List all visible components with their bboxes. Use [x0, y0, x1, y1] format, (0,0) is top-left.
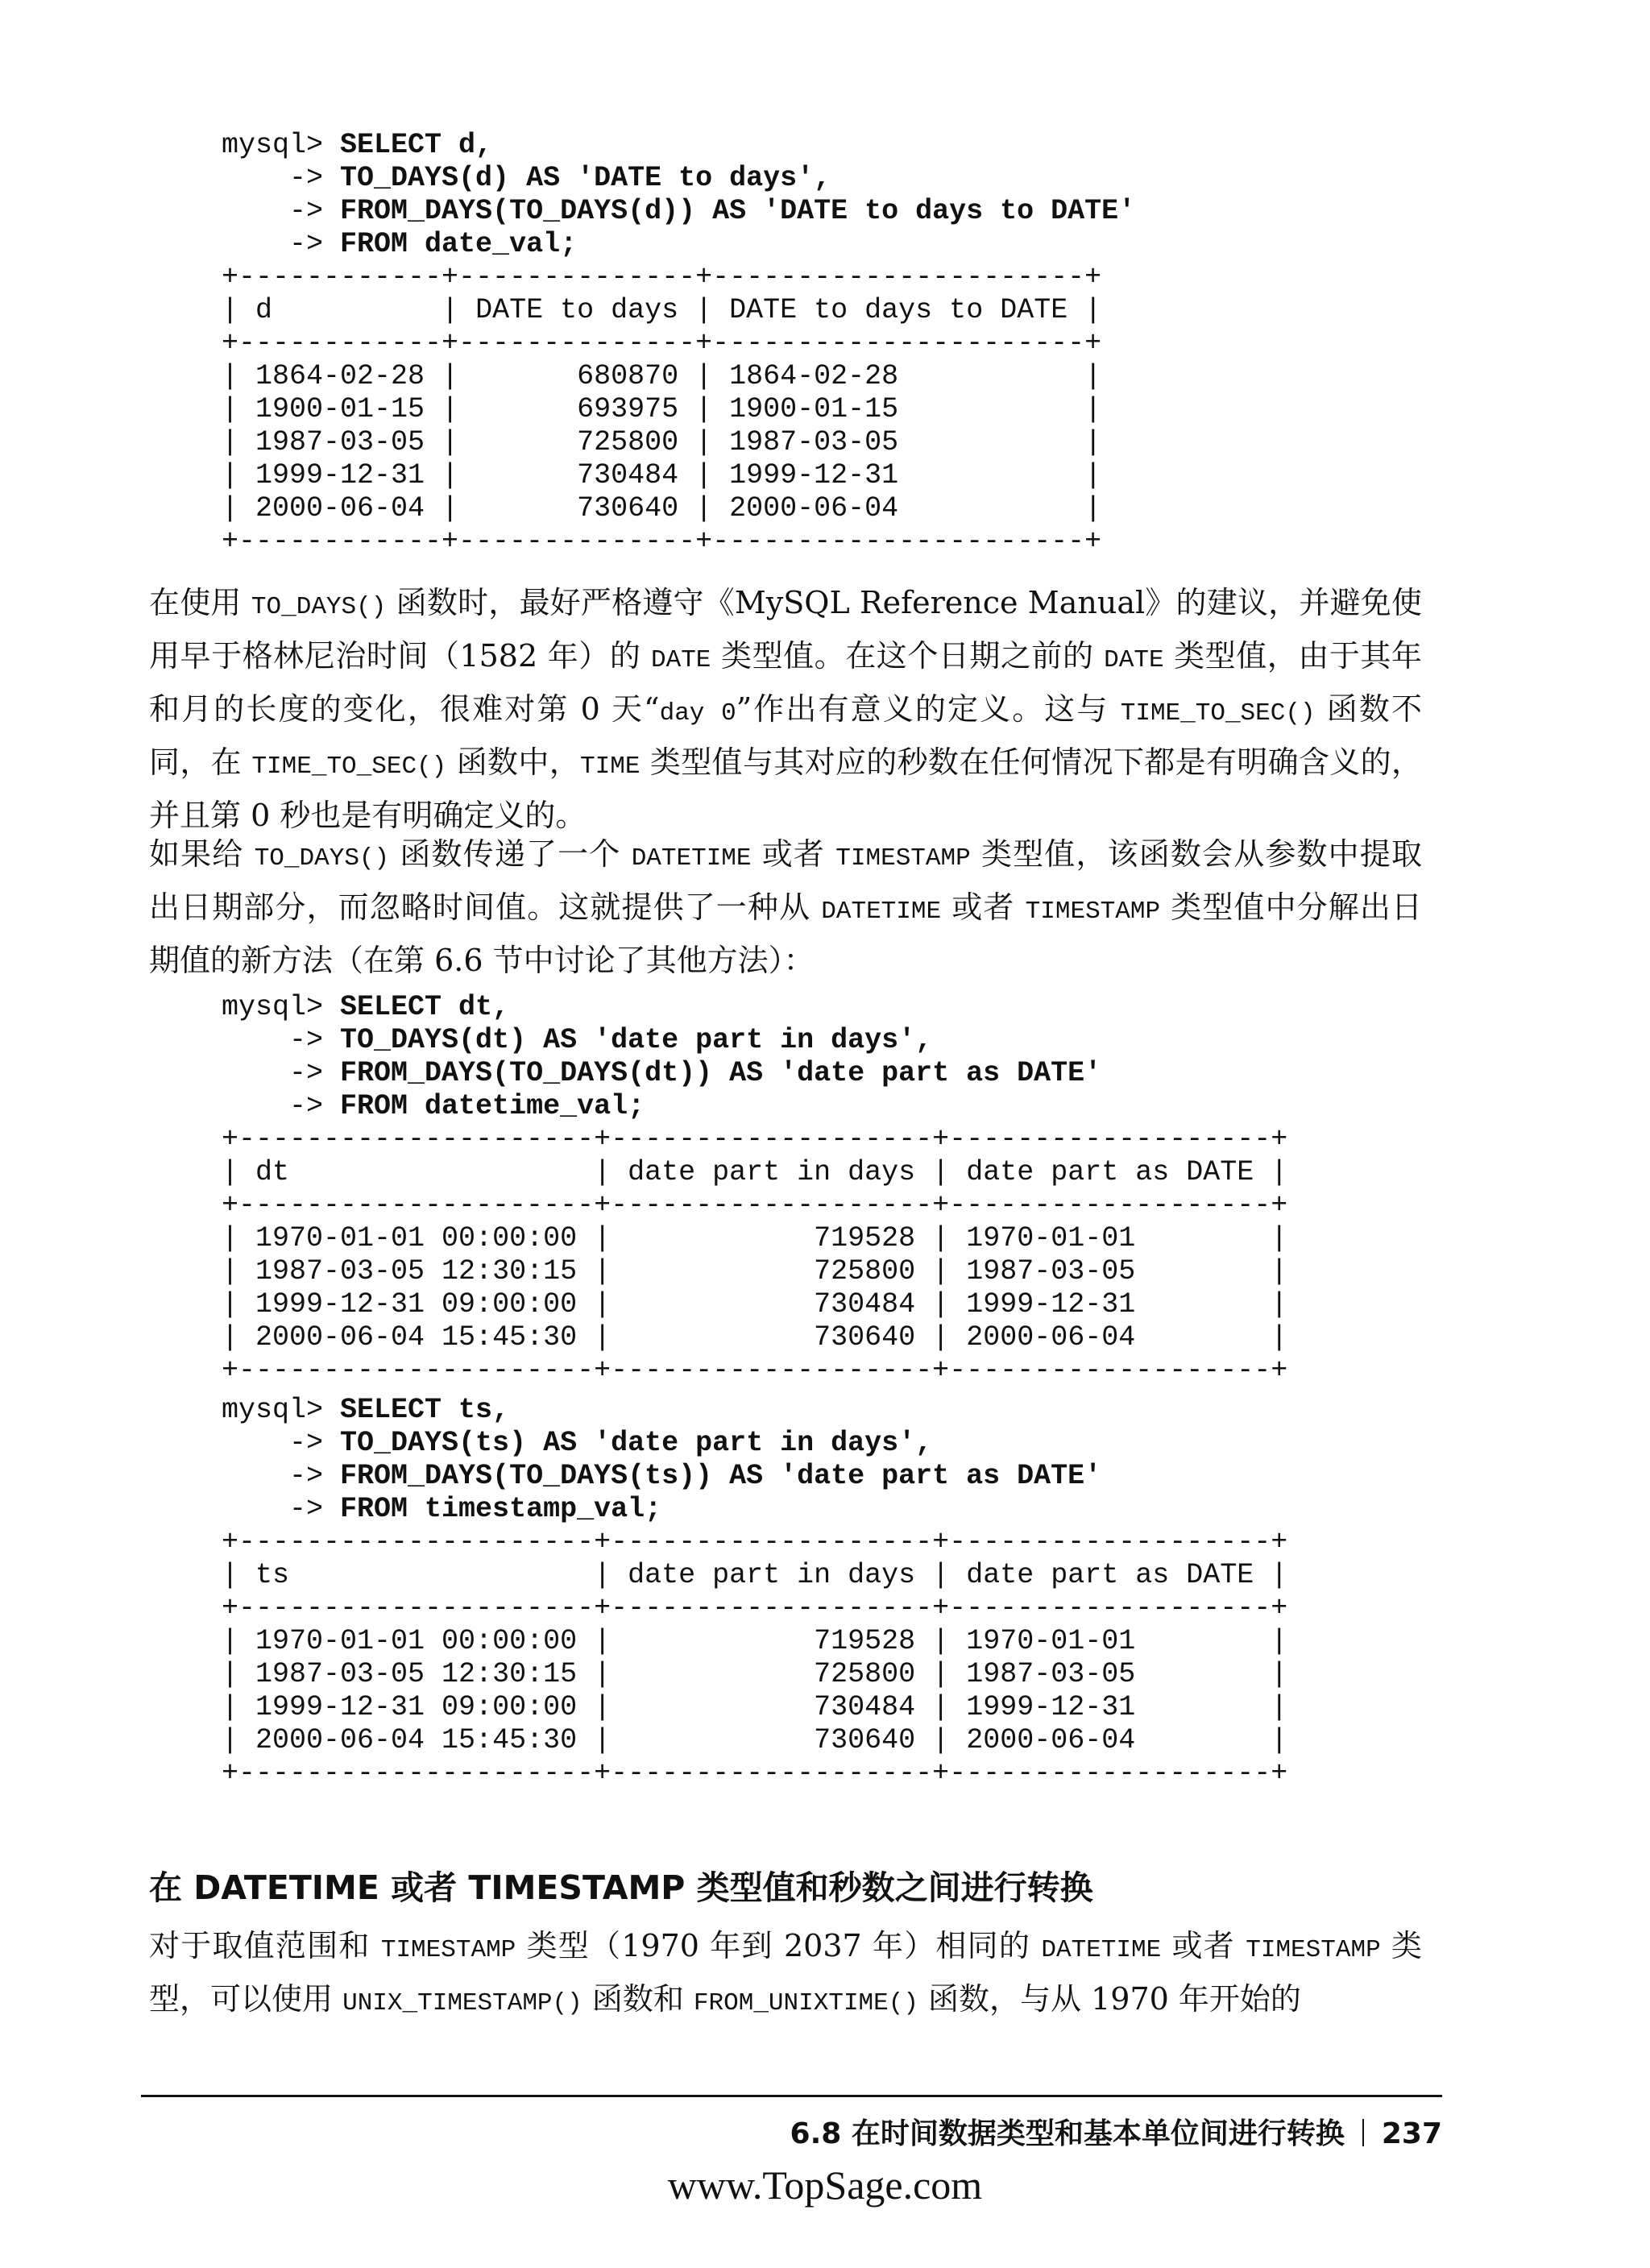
table-cell: 730484: [475, 459, 679, 491]
table-row: | 1987-03-05 | 725800 | 1987-03-05 |: [222, 426, 1102, 458]
table-row: | 2000-06-04 15:45:30 | 730640 | 2000-06-04 |: [222, 1321, 1288, 1354]
table-cell: 2000-06-04: [966, 1724, 1254, 1756]
table-header-row: | ts | date part in days | date part as DATE |: [222, 1559, 1288, 1591]
sql-block-date-val: [222, 129, 1135, 558]
query-code: TO_DAYS(dt) AS 'date part in days',: [340, 1024, 933, 1056]
query-code: FROM date_val;: [340, 228, 578, 260]
query-prompt: ->: [222, 195, 341, 227]
column-header: DATE to days to DATE: [729, 294, 1068, 326]
paragraph-unix-timestamp: [149, 1922, 1422, 2028]
table-cell: 1999-12-31 09:00:00: [255, 1691, 578, 1723]
inline-code: TO_DAYS(): [254, 844, 390, 873]
table-row: | 1900-01-15 | 693975 | 1900-01-15 |: [222, 393, 1102, 425]
table-border: +---------------------+-------------------+-------------------+: [222, 1757, 1288, 1789]
sql-block-datetime-val: [222, 991, 1287, 1387]
text-run: 类型值，由于其年和月的长度的变化，很难对第 0 天“: [149, 638, 1422, 727]
table-cell: 1999-12-31 09:00:00: [255, 1288, 578, 1321]
text-run: 函数不同，在: [149, 691, 1423, 780]
query-line: [222, 195, 1135, 227]
text-run: 类型值中分解出日期值的新方法（在第 6.6 节中讨论了其他方法）：: [149, 889, 1422, 978]
table-row: | 1999-12-31 | 730484 | 1999-12-31 |: [222, 459, 1102, 491]
table-border: +------------+--------------+----------------------+: [222, 327, 1102, 359]
column-header: d: [255, 294, 425, 326]
inline-code: FROM_UNIXTIME(): [693, 1989, 918, 2017]
text-run: 函数和: [582, 1981, 694, 2017]
table-cell: 725800: [475, 426, 679, 458]
query-code: FROM_DAYS(TO_DAYS(dt)) AS 'date part as DATE': [340, 1057, 1102, 1089]
table-cell: 2000-06-04 15:45:30: [255, 1321, 578, 1354]
text-run: 函数中，: [446, 744, 581, 780]
inline-code: DATETIME: [821, 898, 942, 926]
inline-code: TIMESTAMP: [835, 844, 971, 873]
text-run: 类型值，该函数会从参数中提取出日期部分，而忽略时间值。这就提供了一种从: [149, 836, 1422, 925]
table-cell: 1987-03-05: [966, 1658, 1254, 1690]
table-border: +---------------------+-------------------+-------------------+: [222, 1189, 1288, 1221]
query-code: FROM_DAYS(TO_DAYS(ts)) AS 'date part as DATE': [340, 1460, 1102, 1492]
table-cell: 1987-03-05 12:30:15: [255, 1255, 578, 1287]
query-code: SELECT dt,: [340, 991, 510, 1023]
table-cell: 680870: [475, 360, 679, 392]
table-header-row: | d | DATE to days | DATE to days to DATE |: [222, 294, 1102, 326]
paragraph-datetime-extract: [149, 830, 1422, 985]
table-cell: 730640: [628, 1321, 916, 1354]
query-prompt: ->: [222, 228, 341, 260]
table-cell: 2000-06-04: [966, 1321, 1254, 1354]
text-run: 或者: [1161, 1928, 1246, 1963]
table-row: | 1999-12-31 09:00:00 | 730484 | 1999-12-31 |: [222, 1288, 1288, 1321]
table-cell: 1900-01-15: [255, 393, 425, 425]
running-footer: [790, 2111, 1442, 2152]
query-code: TO_DAYS(ts) AS 'date part in days',: [340, 1427, 933, 1459]
table-border: +---------------------+-------------------+-------------------+: [222, 1592, 1288, 1624]
table-cell: 725800: [628, 1658, 916, 1690]
query-line: [222, 1493, 661, 1525]
query-prompt: ->: [222, 1024, 341, 1056]
query-prompt: mysql>: [222, 1394, 341, 1426]
query-prompt: mysql>: [222, 129, 341, 161]
table-cell: 1987-03-05: [729, 426, 1068, 458]
query-line: [222, 1024, 932, 1056]
text-run: 函数时，最好严格遵守《MySQL Reference Manual》的建议，并避免使用早于格林尼治时间（1582 年）的: [149, 585, 1422, 674]
column-header: dt: [255, 1156, 578, 1188]
table-border: +------------+--------------+----------------------+: [222, 525, 1102, 558]
column-header: date part as DATE: [966, 1559, 1254, 1591]
table-cell: 1999-12-31: [255, 459, 425, 491]
inline-code: TO_DAYS(): [251, 593, 387, 621]
column-header: date part in days: [628, 1559, 916, 1591]
inline-code: TIMESTAMP: [1025, 898, 1161, 926]
table-border: +---------------------+-------------------+-------------------+: [222, 1123, 1288, 1155]
table-row: | 2000-06-04 15:45:30 | 730640 | 2000-06-04 |: [222, 1724, 1288, 1756]
inline-code: TIMESTAMP: [1246, 1936, 1381, 1964]
table-row: | 1987-03-05 12:30:15 | 725800 | 1987-03-05 |: [222, 1255, 1288, 1287]
query-line: [222, 162, 831, 194]
text-run: 类型值与其对应的秒数在任何情况下都是有明确含义的，并且第 0 秒也是有明确定义的。: [149, 744, 1422, 833]
text-run: 函数，与从 1970 年开始的: [918, 1981, 1301, 2017]
inline-code: UNIX_TIMESTAMP(): [342, 1989, 582, 2017]
column-header: date part as DATE: [966, 1156, 1254, 1188]
column-header: DATE to days: [475, 294, 679, 326]
table-cell: 2000-06-04: [729, 492, 1068, 525]
table-header-row: | dt | date part in days | date part as DATE |: [222, 1156, 1288, 1188]
text-run: 或者: [941, 889, 1026, 925]
inline-code: DATETIME: [631, 844, 752, 873]
table-cell: 725800: [628, 1255, 916, 1287]
table-cell: 730484: [628, 1288, 916, 1321]
column-header: ts: [255, 1559, 578, 1591]
query-prompt: mysql>: [222, 991, 341, 1023]
table-cell: 693975: [475, 393, 679, 425]
inline-code: DATE: [1104, 646, 1164, 674]
column-header: date part in days: [628, 1156, 916, 1188]
table-cell: 1970-01-01: [966, 1222, 1254, 1254]
table-cell: 1864-02-28: [255, 360, 425, 392]
table-cell: 1970-01-01: [966, 1625, 1254, 1657]
query-line: [222, 1394, 509, 1426]
query-prompt: ->: [222, 1057, 341, 1089]
table-row: | 2000-06-04 | 730640 | 2000-06-04 |: [222, 492, 1102, 525]
table-cell: 719528: [628, 1625, 916, 1657]
table-cell: 1900-01-15: [729, 393, 1068, 425]
table-cell: 730640: [475, 492, 679, 525]
query-code: FROM datetime_val;: [340, 1090, 645, 1122]
query-code: SELECT d,: [340, 129, 493, 161]
query-line: [222, 1090, 645, 1122]
inline-code: day 0: [659, 699, 736, 728]
query-prompt: ->: [222, 162, 341, 194]
table-cell: 1864-02-28: [729, 360, 1068, 392]
footer-rule: [141, 2095, 1442, 2097]
table-cell: 1987-03-05: [255, 426, 425, 458]
table-row: | 1970-01-01 00:00:00 | 719528 | 1970-01-01 |: [222, 1222, 1288, 1254]
table-cell: 2000-06-04 15:45:30: [255, 1724, 578, 1756]
query-line: [222, 228, 577, 260]
table-cell: 730640: [628, 1724, 916, 1756]
table-row: | 1999-12-31 09:00:00 | 730484 | 1999-12-31 |: [222, 1691, 1288, 1723]
query-code: FROM timestamp_val;: [340, 1493, 662, 1525]
query-line: [222, 1460, 1101, 1492]
inline-code: TIMESTAMP: [380, 1936, 516, 1964]
query-line: [222, 1427, 932, 1459]
inline-code: TIME_TO_SEC(): [251, 753, 447, 781]
text-run: 类型值。在这个日期之前的: [711, 638, 1105, 674]
table-border: +---------------------+-------------------+-------------------+: [222, 1526, 1288, 1558]
table-row: | 1970-01-01 00:00:00 | 719528 | 1970-01-01 |: [222, 1625, 1288, 1657]
text-run: 如果给: [149, 836, 255, 872]
table-cell: 1970-01-01 00:00:00: [255, 1222, 578, 1254]
table-cell: 1987-03-05 12:30:15: [255, 1658, 578, 1690]
table-cell: 1987-03-05: [966, 1255, 1254, 1287]
table-cell: 1970-01-01 00:00:00: [255, 1625, 578, 1657]
table-border: +------------+--------------+----------------------+: [222, 261, 1102, 293]
query-line: [222, 129, 492, 161]
text-run: 在使用: [149, 585, 251, 620]
inline-code: TIME: [580, 753, 641, 781]
text-run: 函数传递了一个: [389, 836, 632, 872]
query-code: SELECT ts,: [340, 1394, 510, 1426]
text-run: 类型，可以使用: [149, 1928, 1422, 2017]
section-heading: 在 DATETIME 或者 TIMESTAMP 类型值和秒数之间进行转换: [149, 1868, 1093, 1907]
text-run: 对于取值范围和: [149, 1928, 381, 1963]
page-number: 237: [1381, 2117, 1442, 2150]
query-line: [222, 1057, 1101, 1089]
query-line: [222, 991, 509, 1023]
table-cell: 1999-12-31: [966, 1691, 1254, 1723]
query-prompt: ->: [222, 1460, 341, 1492]
table-row: | 1987-03-05 12:30:15 | 725800 | 1987-03-05 |: [222, 1658, 1288, 1690]
table-cell: 719528: [628, 1222, 916, 1254]
paragraph-to-days-note: [149, 578, 1422, 840]
query-prompt: ->: [222, 1090, 341, 1122]
text-run: 或者: [751, 836, 836, 872]
query-code: TO_DAYS(d) AS 'DATE to days',: [340, 162, 831, 194]
table-cell: 730484: [628, 1691, 916, 1723]
inline-code: TIME_TO_SEC(): [1120, 699, 1316, 728]
table-cell: 1999-12-31: [966, 1288, 1254, 1321]
table-cell: 1999-12-31: [729, 459, 1068, 491]
sql-block-timestamp-val: [222, 1394, 1287, 1790]
table-border: +---------------------+-------------------+-------------------+: [222, 1354, 1288, 1387]
query-prompt: ->: [222, 1427, 341, 1459]
inline-code: DATE: [650, 646, 711, 674]
footer-section-title: 6.8 在时间数据类型和基本单位间进行转换: [790, 2117, 1345, 2150]
inline-code: DATETIME: [1041, 1936, 1162, 1964]
text-run: ”作出有意义的定义。这与: [736, 691, 1121, 727]
footer-separator: [1362, 2119, 1364, 2146]
table-row: | 1864-02-28 | 680870 | 1864-02-28 |: [222, 360, 1102, 392]
table-cell: 2000-06-04: [255, 492, 425, 525]
query-prompt: ->: [222, 1493, 341, 1525]
text-run: 类型（1970 年到 2037 年）相同的: [516, 1928, 1042, 1963]
website-watermark: www.TopSage.com: [667, 2162, 983, 2208]
query-code: FROM_DAYS(TO_DAYS(d)) AS 'DATE to days to DATE': [340, 195, 1136, 227]
